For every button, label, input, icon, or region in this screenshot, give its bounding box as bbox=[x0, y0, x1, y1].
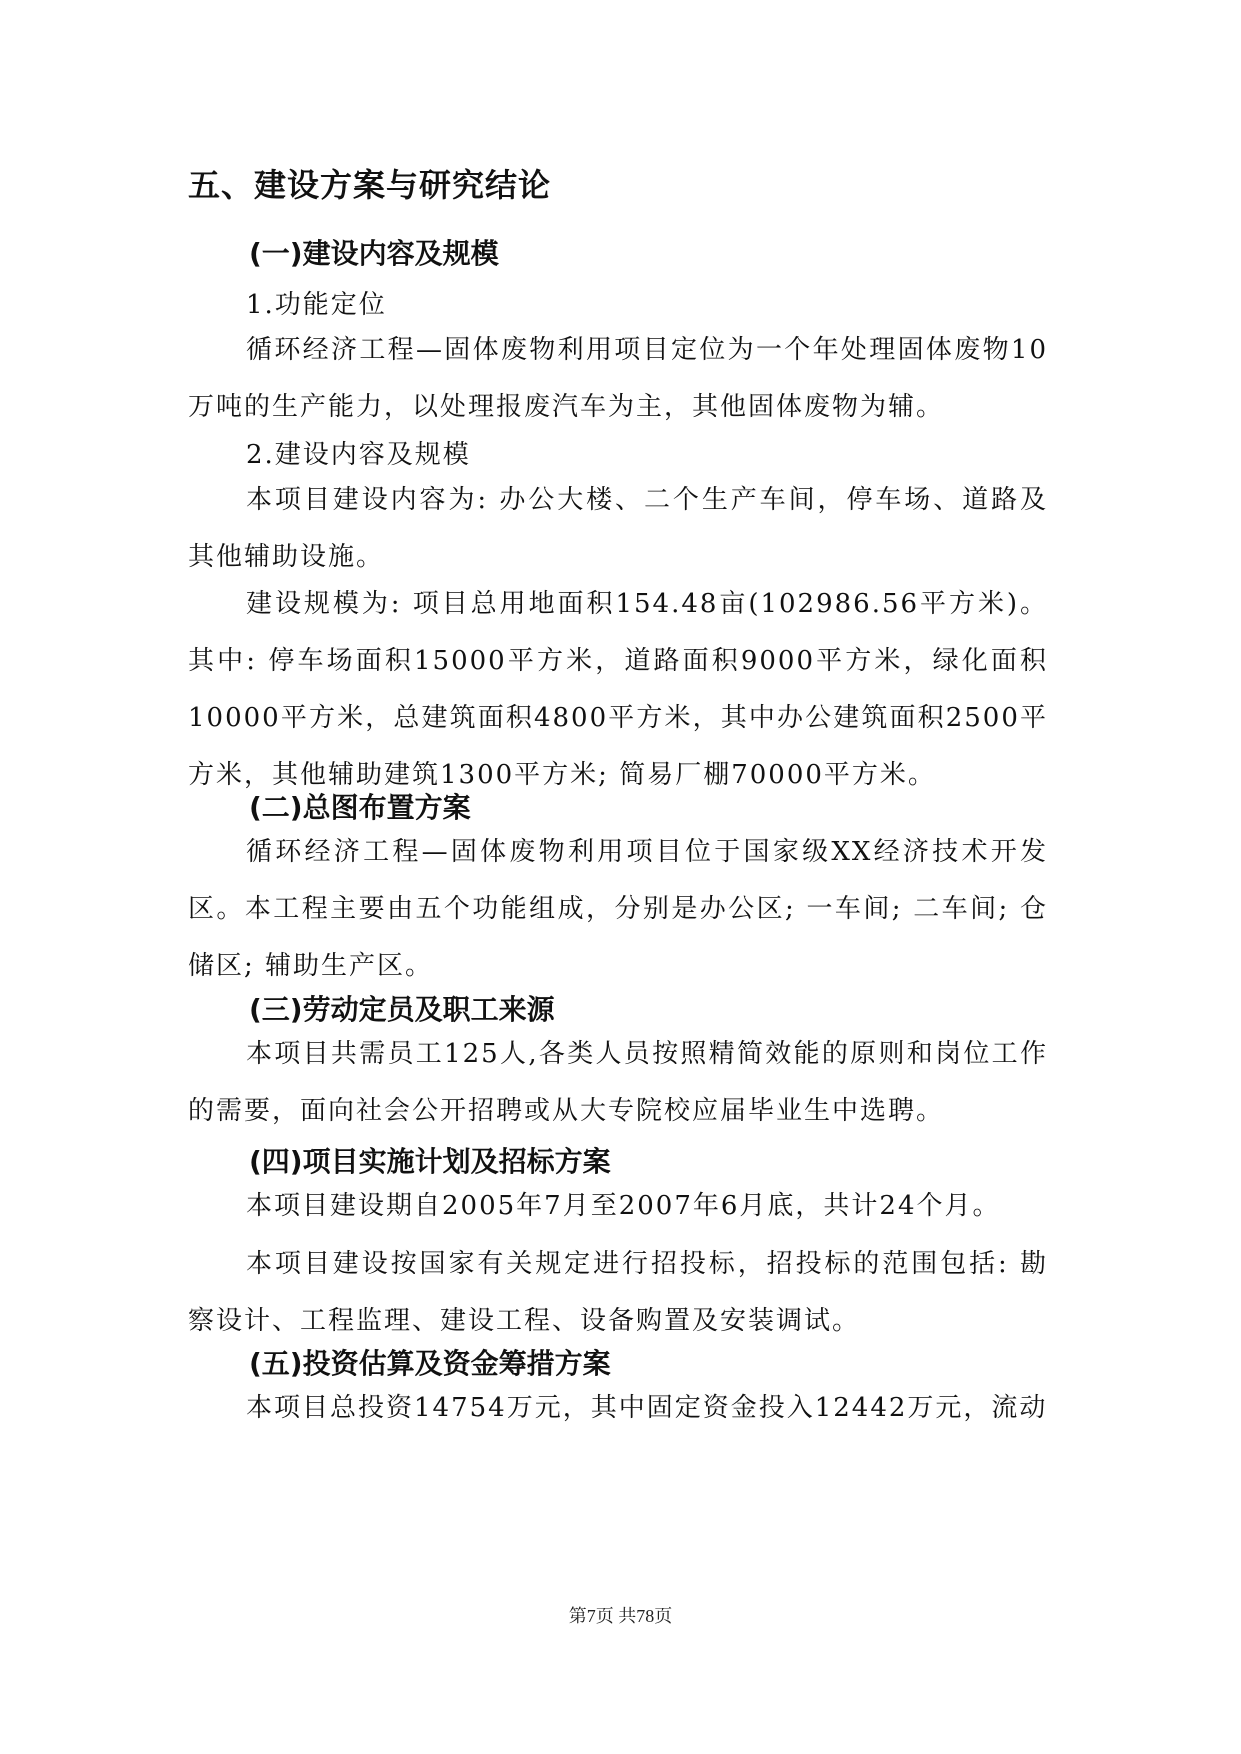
heading-general-layout: (二)总图布置方案 bbox=[249, 791, 471, 824]
paragraph-construction-period: 本项目建设期自2005年7月至2007年6月底，共计24个月。 bbox=[246, 1191, 1001, 1221]
page-footer: 第7页 共78页 bbox=[568, 1606, 673, 1626]
paragraph-general-layout: 循环经济工程—固体废物利用项目位于国家级XX经济技术开发区。本工程主要由五个功能组成，分别是办公区; 一车间; 二车间; 仓储区; 辅助生产区。 bbox=[188, 837, 1048, 981]
paragraph-construction-content: 本项目建设内容为: 办公大楼、二个生产车间，停车场、道路及其他辅助设施。 bbox=[188, 485, 1048, 572]
paragraph-construction-scale: 建设规模为: 项目总用地面积154.48亩(102986.56平方米)。其中: 停车场面积15000平方米，道路面积9000平方米，绿化面积10000平方米，总建筑面积4800平方米，其中办公建筑面积2500平方米，其他辅助建筑1300平方米; 简易厂棚70000平方米。 bbox=[188, 589, 1048, 790]
heading-implementation-plan: (四)项目实施计划及招标方案 bbox=[249, 1145, 611, 1178]
subheading-function-positioning: 1.功能定位 bbox=[246, 290, 387, 320]
heading-construction-scope: (一)建设内容及规模 bbox=[249, 237, 499, 270]
paragraph-function-positioning: 循环经济工程—固体废物利用项目定位为一个年处理固体废物10万吨的生产能力，以处理报废汽车为主，其他固体废物为辅。 bbox=[188, 335, 1048, 422]
heading-investment-estimate: (五)投资估算及资金筹措方案 bbox=[249, 1347, 611, 1380]
paragraph-bidding-scope: 本项目建设按国家有关规定进行招投标，招投标的范围包括: 勘察设计、工程监理、建设工程、设备购置及安装调试。 bbox=[188, 1249, 1048, 1336]
section-title: 五、建设方案与研究结论 bbox=[188, 166, 552, 204]
paragraph-investment: 本项目总投资14754万元，其中固定资金投入12442万元，流动 bbox=[246, 1393, 1048, 1423]
heading-staffing: (三)劳动定员及职工来源 bbox=[249, 993, 555, 1026]
subheading-construction-content: 2.建设内容及规模 bbox=[246, 440, 471, 470]
paragraph-staffing: 本项目共需员工125人,各类人员按照精简效能的原则和岗位工作的需要，面向社会公开招聘或从大专院校应届毕业生中选聘。 bbox=[188, 1039, 1048, 1126]
